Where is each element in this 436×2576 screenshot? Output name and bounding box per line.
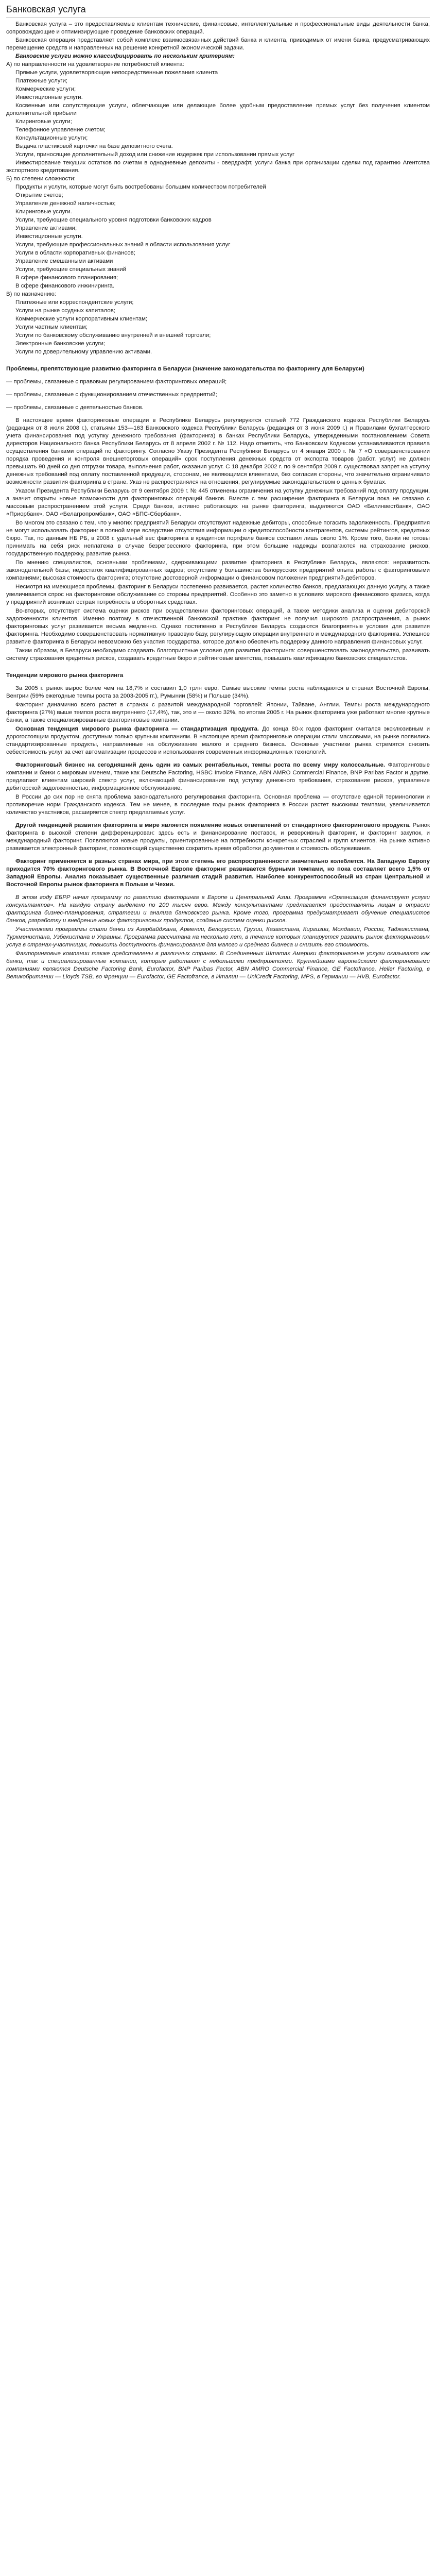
paragraph: Управление активами; [15, 225, 77, 231]
paragraph: Услуги, требующие специальных знаний [15, 266, 127, 273]
paragraph: Инвестиционные услуги. [15, 94, 83, 100]
paragraph: Клиринговые услуги. [15, 209, 72, 215]
trend-profitability-heading: Факторинговый бизнес на сегодняшний день один из самых рентабельных, темпы роста по всему миру колоссальные. [15, 762, 386, 768]
paragraph: Услуги, требующие профессиональных знаний в области использования услуг [15, 242, 231, 248]
paragraph: В сфере финансового планирования; [15, 275, 118, 281]
paragraph: Открытие счетов; [15, 192, 63, 198]
paragraph: Во многом это связано с тем, что у многих предприятий Беларуси отсутствуют надежные дебиторы, способные погасить задолженность. Предприятия не могут использовать факторинг в полной мере вследствие отсутствия информации о кредитоспособности контрагентов, системы рейтингов, кредитных бюро. Так, по данным НБ РБ, в 2008 г. удельный вес факторинга в кредитном портфеле банков составил лишь около 1%. Кроме того, банки не готовы принимать на себя риск неплатежа в случае безрегрессного факторинга, при этом большие надежды возлагаются на страхование рисков, государственную поддержку, развитие рынка. [6, 520, 430, 557]
paragraph: Участниками программы стали банки из Азербайджана, Армении, Белоруссии, Грузии, Казахстана, Киргизии, Молдавии, России, Таджикистана, Туркменистана, Узбекистана и Украины. Программа рассчитана на несколько лет, в течение которых планируется развить рынок факторинговых услуг в странах-участницах, повысить доступность финансирования для малого и среднего бизнеса и снизить его стоимость. [6, 926, 430, 948]
trend-geography: Факторинг применяется в разных странах мира, при этом степень его распространенности значительно колеблется. На Западную Европу приходится 70% факторингового рынка. В Восточной Европе факторинг развивается бурными темпами, но пока составляет всего 1,5% от Западной Европы. Анализ показывает существенные различия стадий развития. Наиболее конкурентоспособный из стран Центральной и Восточной Европы рынок факторинга в Польше и Чехии. [6, 858, 430, 888]
problems-section [6, 365, 430, 663]
trend-standardization [6, 725, 430, 756]
paragraph: Управление денежной наличностью; [15, 200, 116, 207]
problem-item: — проблемы, связанные с функционированием отечественных предприятий; [6, 392, 217, 398]
trend-standardization-heading: Основная тенденция мирового рынка факторинга — стандартизация продукта. [15, 726, 259, 732]
paragraph: Прямые услуги, удовлетворяющие непосредственные пожелания клиента [15, 70, 218, 76]
paragraph: Выдача пластиковой карточки на базе депозитного счета. [15, 143, 173, 149]
trends-heading: Тенденции мирового рынка факторинга [6, 672, 124, 679]
problems-list [6, 378, 430, 412]
paragraph: Клиринговые услуги; [15, 118, 72, 125]
paragraph: Услуги, требующие специального уровня подготовки банковских кадров [15, 217, 212, 223]
paragraph: Электронные банковские услуги; [15, 341, 106, 347]
paragraph: Телефонное управление счетом; [15, 127, 106, 133]
paragraph: В) по назначению: [6, 291, 56, 297]
trend-new-products-text: Рынок факторинга в высокой степени дифференцирован: здесь есть и финансирование поставок, и реверсивный факторинг, и факторинг закупок, и международный факторинг. Появляются новые продукты, ориентированные на потребности конкретных отраслей и групп клиентов. На рынке активно развивается электронный факторинг, позволяющий существенно сократить время обработки документов и стоимость обслуживания. [6, 822, 430, 852]
spacer [6, 757, 430, 761]
paragraph: Услуги частным клиентам; [15, 324, 88, 330]
spacer [6, 854, 430, 858]
paragraph: Коммерческие услуги корпоративным клиентам; [15, 316, 148, 322]
problems-body [6, 417, 430, 663]
trend-new-products-heading: Другой тенденцией развития факторинга в мире является появление новых ответвлений от стандартного факторингового продукта. [15, 822, 411, 828]
paragraph: Инвестиционные услуги. [15, 233, 83, 240]
paragraph: Услуги по доверительному управлению активами. [15, 349, 152, 355]
paragraph: Несмотря на имеющиеся проблемы, факторинг в Беларуси постепенно развивается, растет количество банков, предлагающих данную услугу, а также увеличивается спрос на факторинговое обслуживание со стороны предприятий. Особенно это заметно в условиях мирового финансового кризиса, когда у предприятий возникает острая потребность в оборотных средствах. [6, 584, 430, 605]
paragraph: Платежные или корреспондентские услуги; [15, 299, 134, 306]
trend-new-products [6, 822, 430, 853]
closing-body [6, 894, 430, 981]
paragraph: Коммерческие услуги; [15, 86, 76, 92]
trend-profitability-text: Факторинговые компании и банки с мировым именем, такие как Deutsche Factoring, HSBC Invoice Finance, ABN AMRO Commercial Finance, BNP Paribas Factor и другие, предлагают клиентам широкий спектр услуг, включающий финансирование под уступку денежного требования, страхование рисков, управление дебиторской задолженностью, информационное обслуживание. [6, 762, 430, 791]
trend-russia: В России до сих пор не снята проблема законодательного регулирования факторинга. Основная проблема — отсутствие единой терминологии и противоречие норм Гражданского кодекса. Тем не менее, в последние годы рынок факторинга в России растет высокими темпами, увеличивается количество участников, расширяется спектр предлагаемых услуг. [6, 794, 430, 816]
paragraph: Услуги по банковскому обслуживанию внутренней и внешней торговли; [15, 332, 211, 338]
trend-profitability [6, 761, 430, 792]
paragraph: В настоящее время факторинговые операции в Республике Беларусь регулируются статьей 772 Гражданского кодекса Республики Беларусь (редакция от 8 июля 2008 г.), статьями 153—163 Банковского кодекса Республики Беларусь (редакция от 3 июня 2009 г.) и Правилами бухгалтерского учета финансирования под уступку денежного требования (факторинга) в банках Республики Беларусь, утвержденными постановлением Совета директоров Национального банка Республики Беларусь от 8 апреля 2002 г. № 112. Надо отметить, что Банковским Кодексом устанавливаются правила осуществления банками операций по факторингу. Согласно Указу Президента Республики Беларусь от 4 января 2000 г. № 7 «О совершенствовании порядка проведения и контроля внешнеторговых операций» срок поступления денежных средств от экспорта товаров (работ, услуг) не должен превышать 90 дней со дня отгрузки товара, выполнения работ, оказания услуг. С 18 декабря 2002 г. по 9 сентября 2009 г. существовал запрет на уступку денежных требований под оплату поставленной продукции, сторонам, не являющимся клиентами, без согласия стороны, что значительно ограничивало возможности развития факторинга в стране. Указ не распространялся на отношения, регулируемые законодательством о ценных бумагах. [6, 417, 430, 485]
paragraph: Услуги на рынке ссудных капиталов; [15, 308, 115, 314]
problem-item: — проблемы, связанные с деятельностью банков. [6, 404, 144, 411]
paragraph: Управление смешанными активами [15, 258, 113, 264]
paragraph: По мнению специалистов, основными проблемами, сдерживающими развитие факторинга в Республике Беларусь, являются: неразвитость законодательной базы; недостаток квалифицированных кадров; отсутствие у большинства белорусских предприятий опыта работы с факторинговыми компаниями; высокая стоимость факторинга; отсутствие достоверной информации о финансовом положении предприятий-дебиторов. [6, 560, 430, 581]
paragraph: Факторинг динамично всего растет в странах с развитой международной торговлей: Японии, Тайване, Англии. Темпы роста международного факторинга (27%) выше темпов роста внутреннего (17,4%), так, это и — около 32%, по итогам 2005 г. На рынок факторинга уже работают многие крупные банки, а также специализированные факторинговые компании. [6, 702, 430, 723]
trend-standardization-text: До конца 80-х годов факторинг считался эксклюзивным и дорогостоящим продуктом, доступным только крупным компаниям. В настоящее время факторинговые операции стали массовыми, на рынке появились стандартизированные продукты, направленные на обслуживание малого и среднего бизнеса. Основные участники рынка стремятся снизить себестоимость услуг за счет автоматизации процессов и использования современных информационных технологий. [6, 726, 430, 755]
paragraph: Б) по степени сложности: [6, 176, 76, 182]
paragraph: Банковские услуги можно классифицировать по нескольким критериям: [15, 53, 235, 59]
spacer [6, 890, 430, 894]
problems-heading: Проблемы, препятствующие развитию факторинга в Беларуси (значение законодательства по факторингу для Беларуси) [6, 366, 364, 372]
paragraph: Банковская операция представляет собой комплекс взаимосвязанных действий банка и клиента, приводимых от имени банка, предусматривающих перемещение средств и направленных на решение конкретной экономической задачи. [6, 37, 430, 51]
paragraph: А) по направленности на удовлетворение потребностей клиента: [6, 61, 184, 67]
paragraph: Платежные услуги; [15, 78, 68, 84]
paragraph: Услуги, приносящие дополнительный доход или снижение издержек при использовании прямых услуг [15, 151, 295, 158]
trends-section [6, 672, 430, 981]
paragraph: В сфере финансового инжиниринга. [15, 283, 115, 289]
trends-body [6, 685, 430, 724]
intro-section [6, 21, 430, 356]
paragraph: Факторинговые компании также представлены в различных странах. В Соединенных Штатах Америки факторинговые услуги оказывают как банки, так и специализированные компании, которые работают с небольшими предприятиями. Крупнейшими европейскими факторинговыми компаниями являются Deutsche Factoring Bank, Eurofactor, BNP Paribas Factor, ABN AMRO Commercial Finance, GE Factofrance, Heller Factoring, в Великобритании — Lloyds TSB, во Франции — Eurofactor, GE Factofrance, в Италии — UniCredit Factoring, MPS, в Германии — HVB, Eurofactor. [6, 951, 430, 980]
paragraph: В этом году ЕБРР начал программу по развитию факторинга в Европе и Центральной Азии. Программа «Организация финансирует услуги консультантов». На каждую страну выделено по 200 тысяч евро. Между консультантами предлагается предоставлять лицам в отрасли факторинга бизнес-планирования, стратегии и анализа банковского рынка. Кроме того, программа предусматривает обучение специалистов банков, разработку и внедрение новых факторинговых продуктов, создание систем оценки рисков. [6, 894, 430, 924]
paragraph: Банковская услуга – это предоставляемые клиентам технические, финансовые, интеллектуальные и профессиональные виды деятельности банка, сопровождающие и оптимизирующие проведение банковских операций. [6, 21, 430, 35]
paragraph: За 2005 г. рынок вырос более чем на 18,7% и составил 1,0 трлн евро. Самые высокие темпы роста наблюдаются в странах Восточной Европы, Венгрии (59% ежегодные темпы роста за 2003-2005 гг.), Румынии (58%) и Польше (34%). [6, 685, 430, 699]
page-title: Банковская услуга [6, 3, 430, 18]
spacer [6, 818, 430, 822]
paragraph: Услуги в области корпоративных финансов; [15, 250, 135, 256]
paragraph: Продукты и услуги, которые могут быть востребованы большим количеством потребителей [15, 184, 266, 190]
paragraph: Инвестирование текущих остатков по счетам в однодневные депозиты - овердрафт, услуги банка при организации сделки под гарантию Агентства экспортного кредитования. [6, 160, 430, 174]
paragraph: Косвенные или сопутствующие услуги, облегчающие или делающие более удобным предоставление прямых услуг без получения клиентом дополнительной прибыли [6, 103, 430, 116]
paragraph: Во-вторых, отсутствует система оценки рисков при осуществлении факторинговых операций, а также методики анализа и оценки дебиторской задолженности клиентов. Именно поэтому в отечественной банковской практике факторинг не получил широкого распространения, а рынок факторинговых услуг развивается весьма медленно. Однако постепенно в Республике Беларусь создаются благоприятные условия для развития факторинга. Необходимо совершенствовать нормативную правовую базу, регулирующую операции внутреннего и международного факторинга. Успешное развитие факторинга в Беларуси невозможно без участия государства, которое должно обеспечить поддержку данного направления финансовых услуг. [6, 608, 430, 645]
paragraph: Указом Президента Республики Беларусь от 9 сентября 2009 г. № 445 отменены ограничения на уступку денежных требований под оплату продукции, а значит открыты новые возможности для факторинговых операций банков. Вместе с тем расширение факторинга в Беларуси пока не связано с массовым распространением этой услуги. Среди банков, активно работающих на рынке факторинга, выделяются ОАО «Белинвестбанк», ОАО «Приорбанк», ОАО «Белагропромбанк», ОАО «БПС-Сбербанк». [6, 488, 430, 517]
problem-item: — проблемы, связанные с правовым регулированием факторинговых операций; [6, 379, 227, 385]
page [0, 0, 436, 1001]
paragraph: Таким образом, в Беларуси необходимо создавать благоприятные условия для развития факторинга: совершенствовать законодательство, развивать систему страхования кредитных рисков, создавать кредитные бюро и рейтинговые агентства, повышать квалификацию банковских специалистов. [6, 648, 430, 662]
paragraph: Консультационные услуги; [15, 135, 88, 141]
